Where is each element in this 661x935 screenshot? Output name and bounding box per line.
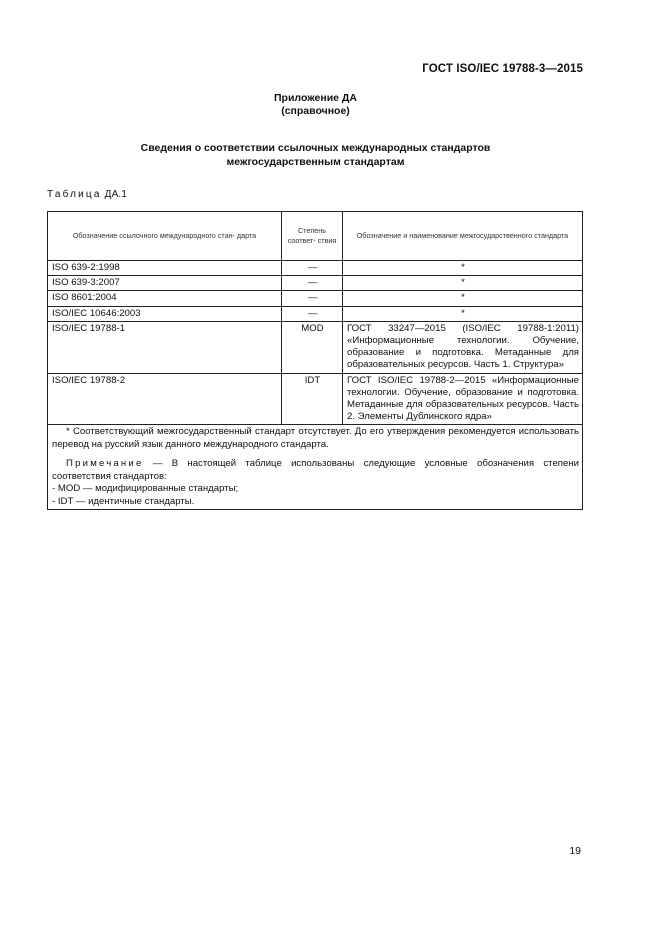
cell-reference: ISO 8601:2004	[48, 291, 282, 306]
cell-degree: —	[282, 291, 343, 306]
cell-national: ГОСТ ISO/IEC 19788-2—2015 «Информационные технологии. Обучение, образование и подготовка. Метаданные для образовательных ресурсов. Часть 2. Элементы Дублинского ядра»	[343, 373, 583, 425]
page-number: 19	[569, 845, 581, 857]
cell-degree: —	[282, 261, 343, 276]
table-row	[48, 261, 583, 276]
cell-reference: ISO/IEC 10646:2003	[48, 306, 282, 321]
heading-line-2: межгосударственным стандартам	[226, 155, 405, 168]
table-caption-id: ДА.1	[104, 189, 128, 200]
table-footnotes	[48, 425, 583, 510]
table-header-row	[48, 212, 583, 261]
footnote-text: * Соответствующий межгосударственный стандарт отсутствует. До его утверждения рекомендуется использовать перевод на русский язык данного международного стандарта.	[52, 426, 579, 450]
cell-national: *	[343, 306, 583, 321]
column-header-degree: Степень соответ- ствия	[282, 212, 343, 261]
cell-reference: ISO 639-2:1998	[48, 261, 282, 276]
table-row	[48, 321, 583, 373]
annex-block	[0, 92, 631, 118]
document-code: ГОСТ ISO/IEC 19788-3—2015	[422, 63, 583, 75]
cell-national: ГОСТ 33247—2015 (ISO/IEC 19788-1:2011) «Информационные технологии. Обучение, образование и подготовка. Метаданные для образовательных ресурсов. Часть 1. Структура»	[343, 321, 583, 373]
table-caption	[47, 189, 127, 200]
cell-reference: ISO/IEC 19788-2	[48, 373, 282, 425]
table-row	[48, 276, 583, 291]
cell-national: *	[343, 261, 583, 276]
section-heading	[0, 142, 631, 169]
cell-degree: —	[282, 306, 343, 321]
cell-degree: IDT	[282, 373, 343, 425]
note-paragraph	[52, 458, 579, 483]
table-caption-word: Таблица	[47, 189, 102, 200]
cell-national: *	[343, 291, 583, 306]
cell-reference: ISO/IEC 19788-1	[48, 321, 282, 373]
table-footer-row	[48, 425, 583, 510]
cell-degree: MOD	[282, 321, 343, 373]
note-item: - MOD — модифицированные стандарты;	[52, 483, 239, 495]
reference-standards-table	[47, 211, 583, 510]
cell-degree: —	[282, 276, 343, 291]
note-label: Примечание	[66, 458, 144, 470]
table-row	[48, 291, 583, 306]
note-item: - IDT — идентичные стандарты.	[52, 495, 195, 507]
note-text: — В настоящей таблице использованы следующие условные обозначения степени соответствия стандартов:	[52, 458, 579, 482]
table-row	[48, 373, 583, 425]
annex-title: Приложение ДА	[274, 92, 357, 104]
annex-subtitle: (справочное)	[281, 105, 350, 117]
column-header-reference: Обозначение ссылочного международного стан- дарта	[48, 212, 282, 261]
column-header-national: Обозначение и наименование межгосударственного стандарта	[343, 212, 583, 261]
cell-national: *	[343, 276, 583, 291]
table-row	[48, 306, 583, 321]
cell-reference: ISO 639-3:2007	[48, 276, 282, 291]
heading-line-1: Сведения о соответствии ссылочных международных стандартов	[140, 142, 491, 154]
